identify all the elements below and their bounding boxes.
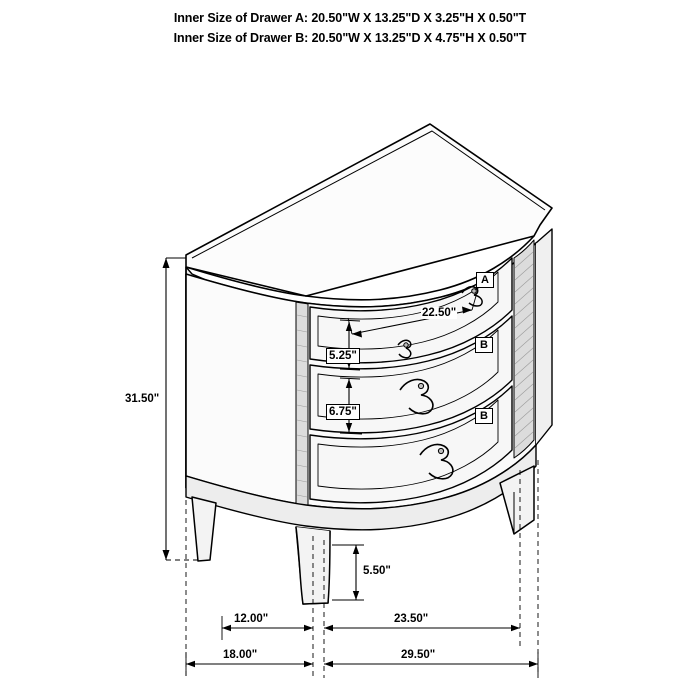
callout-drawer-a: A [476, 272, 494, 288]
label-front-width: 23.50" [394, 613, 429, 625]
callout-drawer-b-top: B [475, 337, 493, 353]
label-drawer-a-height: 5.25" [326, 348, 360, 364]
drawer-a-spec: Inner Size of Drawer A: 20.50"W X 13.25"D X 3.25"H X 0.50"T [173, 11, 527, 25]
left-texture-column [296, 302, 308, 506]
drawer-b-spec: Inner Size of Drawer B: 20.50"W X 13.25"D X 4.75"H X 0.50"T [173, 31, 527, 45]
label-base-width: 29.50" [401, 649, 436, 661]
callout-drawer-b-bottom: B [475, 408, 493, 424]
label-drawer-a-width: 22.50" [422, 307, 457, 319]
label-side-depth: 12.00" [234, 613, 269, 625]
label-height-total: 31.50" [125, 393, 160, 405]
label-drawer-b-height: 6.75" [326, 404, 360, 420]
label-leg-clearance: 5.50" [363, 565, 391, 577]
right-side-edge [536, 229, 552, 445]
cabinet-body [186, 124, 552, 530]
leg-front-left [192, 497, 216, 561]
right-texture-column [514, 240, 534, 458]
label-base-depth: 18.00" [223, 649, 258, 661]
